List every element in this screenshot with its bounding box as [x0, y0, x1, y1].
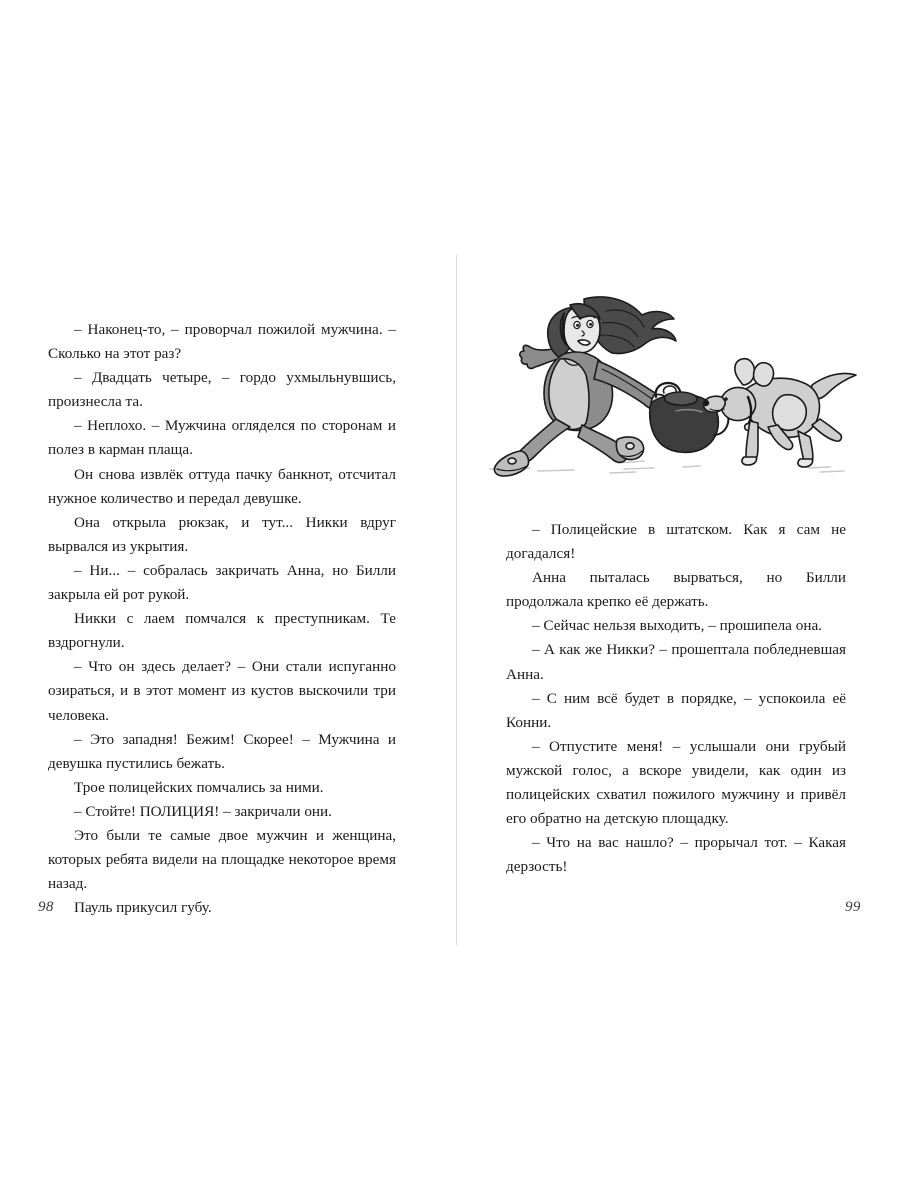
paragraph: – Сейчас нельзя выходить, – прошипела она.	[532, 617, 822, 635]
paragraph: – Отпустите меня! – услышали они грубый мужской голос, а вскоре увидели, как один из полицейских схватил пожилого мужчину и привёл его обратно на детскую площадку.	[506, 737, 846, 828]
gutter-divider	[456, 255, 457, 945]
page-number-right: 99	[845, 899, 861, 915]
left-page-text-block	[48, 318, 396, 920]
paragraph: Он снова извлёк оттуда пачку банкнот, отсчитал нужное количество и передал девушке.	[48, 465, 396, 507]
running-girl-chased-by-dog-illustration	[478, 285, 878, 485]
paragraph: – Ни... – собралась закричать Анна, но Билли закрыла ей рот рукой.	[48, 561, 396, 604]
paragraph: – Полицейские в штатском. Как я сам не догадался!	[506, 521, 846, 563]
paragraph: – Что на вас нашло? – прорычал тот. – Какая дерзость!	[506, 834, 846, 876]
paragraph: Трое полицейских помчались за ними.	[74, 778, 324, 796]
paragraph: – Стойте! ПОЛИЦИЯ! – закричали они.	[74, 802, 332, 820]
girl-figure	[494, 297, 728, 476]
paragraph: Она открыла рюкзак, и тут... Никки вдруг вырвался из укрытия.	[48, 513, 396, 555]
paragraph: – Наконец-то, – проворчал пожилой мужчина. – Сколько на этот раз?	[48, 321, 396, 363]
paragraph: – С ним всё будет в порядке, – успокоила её Конни.	[506, 689, 846, 731]
right-page-text-block	[506, 518, 846, 879]
paragraph: Никки с лаем помчался к преступникам. Те вздрогнули.	[48, 610, 396, 652]
paragraph: – Что он здесь делает? – Они стали испуганно озираться, и в этот момент из кустов выскочили три человека.	[48, 658, 396, 724]
paragraph: – Двадцать четыре, – гордо ухмыльнувшись, произнесла та.	[48, 369, 396, 411]
paragraph: Это были те самые двое мужчин и женщина, которых ребята видели на площадке некоторое время назад.	[48, 826, 396, 893]
paragraph: – Это западня! Бежим! Скорее! – Мужчина и девушка пустились бежать.	[48, 730, 396, 772]
paragraph: Анна пыталась вырваться, но Билли продолжала крепко её держать.	[506, 569, 846, 611]
motion-lines	[490, 461, 844, 473]
paragraph: – Неплохо. – Мужчина огляделся по сторонам и полез в карман плаща.	[48, 417, 396, 459]
handbag	[650, 383, 729, 452]
page-number-left: 98	[38, 899, 54, 915]
paragraph: – А как же Никки? – прошептала побледневшая Анна.	[506, 641, 846, 683]
dog-figure	[703, 359, 856, 467]
paragraph: Пауль прикусил губу.	[74, 899, 212, 917]
